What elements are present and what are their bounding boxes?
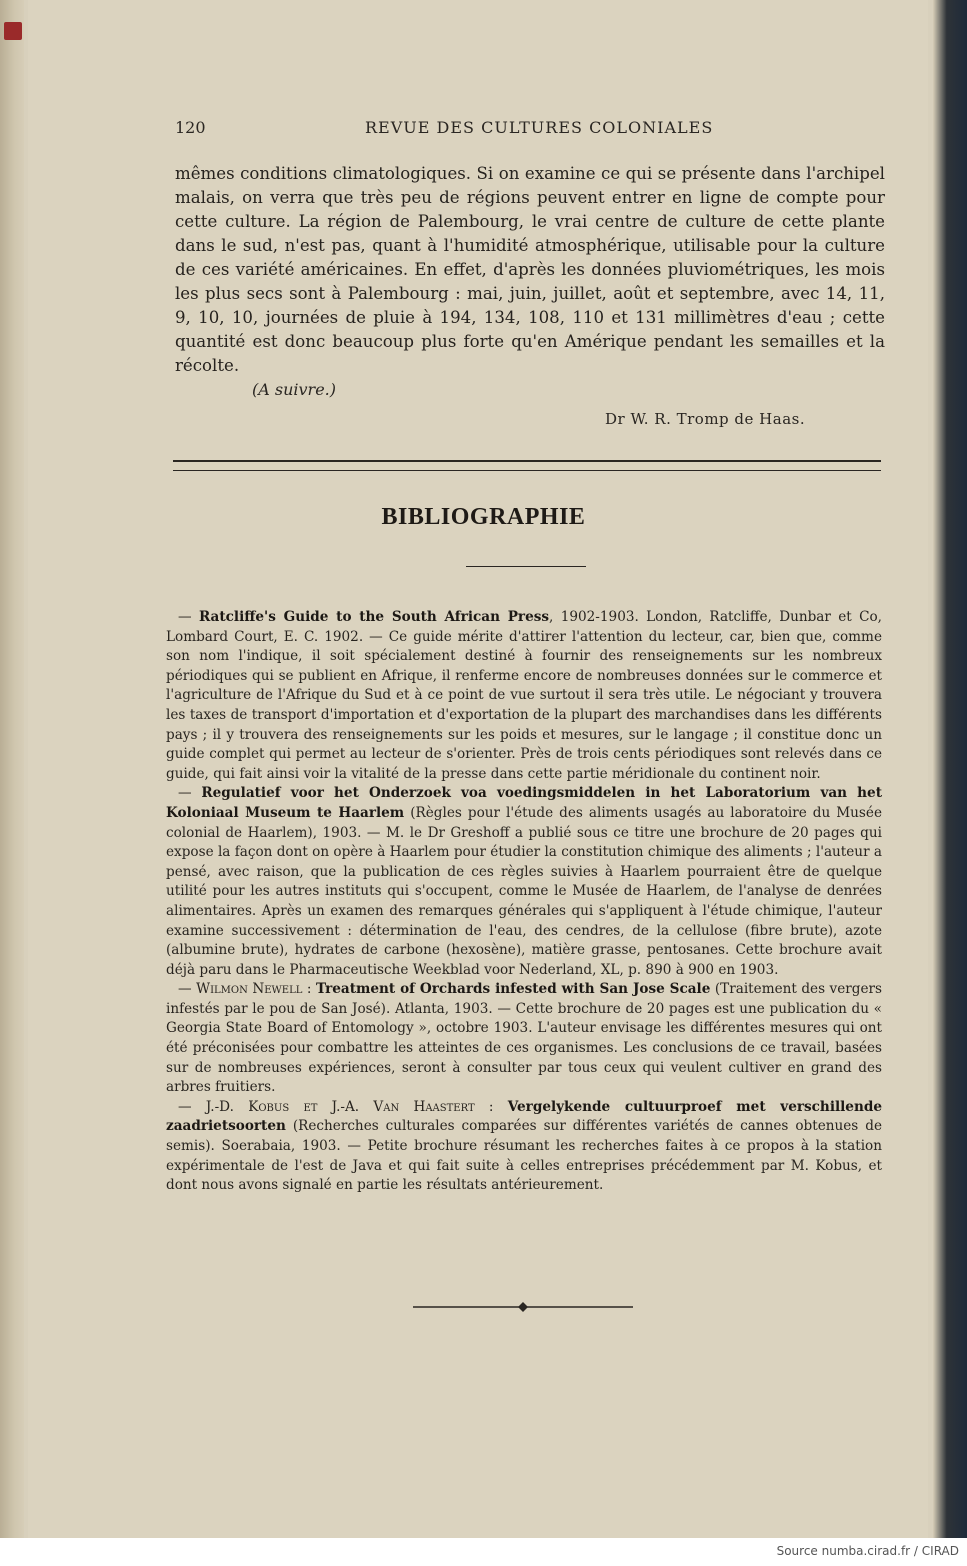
entry-body: (Traitement des vergers infestés par le pou de San José). Atlanta, 1903. — Cette brochure de 20 pages est une publication du « Georgia State Board of Entomology », octobre 1903. L'auteur envisage les différentes mesures qui ont été préconisées pour combattre les atteintes de ces organismes. Les conclusions de ce travail, basées sur de nombreuses expériences, seront à consulter par tous ceux qui veulent cultiver en grand des arbres fruitiers. bbox=[166, 981, 882, 1096]
author-signature: Dr W. R. Tromp de Haas. bbox=[605, 410, 806, 428]
to-be-continued: (A suivre.) bbox=[252, 380, 336, 399]
article-continuation bbox=[175, 162, 885, 378]
bibliography-list bbox=[166, 608, 882, 1196]
bibliography-entry bbox=[166, 1098, 882, 1196]
page-edge-right bbox=[933, 0, 967, 1538]
bibliography-heading: BIBLIOGRAPHIE bbox=[381, 504, 586, 530]
bibliography-entry bbox=[166, 980, 882, 1098]
entry-dash: — bbox=[178, 981, 197, 998]
entry-body: (Recherches culturales comparées sur différentes variétés de cannes obtenues de semis). Soerabaia, 1903. — Petite brochure résumant les recherches faites à ce propos à la station expérimentale de l'est de Java et qui fait suite à celles entreprises précédemment par M. Kobus, et dont nous avons signalé en partie les résultats antérieurement. bbox=[166, 1118, 882, 1194]
entry-dash: — bbox=[178, 785, 202, 802]
section-divider bbox=[173, 460, 881, 471]
entry-author: Wilmon Newell : bbox=[196, 981, 316, 998]
entry-title: Regulatief voor het Onderzoek voa voedingsmiddelen in het Laboratorium van het Koloniaal Museum te Haarlem bbox=[166, 785, 882, 821]
entry-dash: — bbox=[178, 1098, 206, 1115]
entry-body: , 1902-1903. London, Ratcliffe, Dunbar et Co, Lombard Court, E. C. 1902. — Ce guide mérite d'attirer l'attention du lecteur, car, bien que, comme son nom l'indique, il soit spécialement destiné à fournir des renseignements sur les nombreux périodiques qui se publient en Afrique, il renferme encore de nombreuses données sur le commerce et l'agriculture de l'Afrique du Sud et à ce point de vue surtout il sera très utile. Le négociant y trouvera les taxes de transport d'importation et d'exportation de la plupart des marchandises dans les différents pays ; il y trouvera des renseignements sur les poids et mesures, sur le langage ; il constitue donc un guide complet qui permet au lecteur de s'orienter. Près de trois cents périodiques sont relevés dans ce guide, qui fait ainsi voir la vitalité de la presse dans cette partie méridionale du continent noir. bbox=[166, 609, 882, 782]
bibliography-entry bbox=[166, 608, 882, 784]
page-number: 120 bbox=[175, 118, 206, 137]
page-edge-left bbox=[0, 0, 24, 1538]
entry-author: J.-D. Kobus et J.-A. Van Haastert : bbox=[205, 1098, 508, 1115]
end-ornament bbox=[413, 1300, 633, 1314]
entry-title: Vergelykende cultuurproef met verschillende zaadrietsoorten bbox=[166, 1098, 882, 1135]
entry-title: Ratcliffe's Guide to the South African Press bbox=[198, 609, 550, 625]
binding-mark bbox=[4, 22, 22, 40]
journal-title: REVUE DES CULTURES COLONIALES bbox=[365, 118, 714, 137]
article-paragraph: mêmes conditions climatologiques. Si on examine ce qui se présente dans l'archipel malais, on verra que très peu de régions peuvent entrer en ligne de compte pour cette culture. La région de Palembourg, le vrai centre de culture de cette plante dans le sud, n'est pas, quant à l'humidité atmosphérique, utilisable pour la culture de ces variété américaines. En effet, d'après les données pluviométriques, les mois les plus secs sont à Palembourg : mai, juin, juillet, août et septembre, avec 14, 11, 9, 10, 10, journées de pluie à 194, 134, 108, 110 et 131 millimètres d'eau ; cette quantité est donc beaucoup plus forte qu'en Amérique pendant les semailles et la récolte. bbox=[175, 164, 885, 375]
source-credit: Source numba.cirad.fr / CIRAD bbox=[776, 1544, 959, 1558]
heading-underline bbox=[466, 566, 586, 567]
running-header bbox=[175, 118, 885, 142]
entry-dash: — bbox=[178, 609, 199, 625]
entry-body: (Règles pour l'étude des aliments usagés au laboratoire du Musée colonial de Haarlem), 1903. — M. le Dr Greshoff a publié sous ce titre une brochure de 20 pages qui expose la façon dont on opère à Haarlem pour étudier la constitution chimique des aliments ; l'auteur a pensé, avec raison, que la publication de ces règles suivies à Haarlem pourraient être de quelque utilité pour les autres instituts qui s'occupent, comme le Musée de Haarlem, de l'analyse de denrées alimentaires. Après un examen des remarques générales qui s'appliquent à l'étude chimique, l'auteur examine successivement : détermination de l'eau, des cendres, de la cellulose (fibre brute), azote (albumine brute), hydrates de carbone (hexosène), matière grasse, pentosanes. Cette brochure avait déjà paru dans le Pharmaceutische Weekblad voor Nederland, XL, p. 890 à 900 en 1903. bbox=[166, 804, 882, 978]
bibliography-entry bbox=[166, 784, 882, 980]
entry-title: Treatment of Orchards infested with San Jose Scale bbox=[315, 981, 711, 998]
